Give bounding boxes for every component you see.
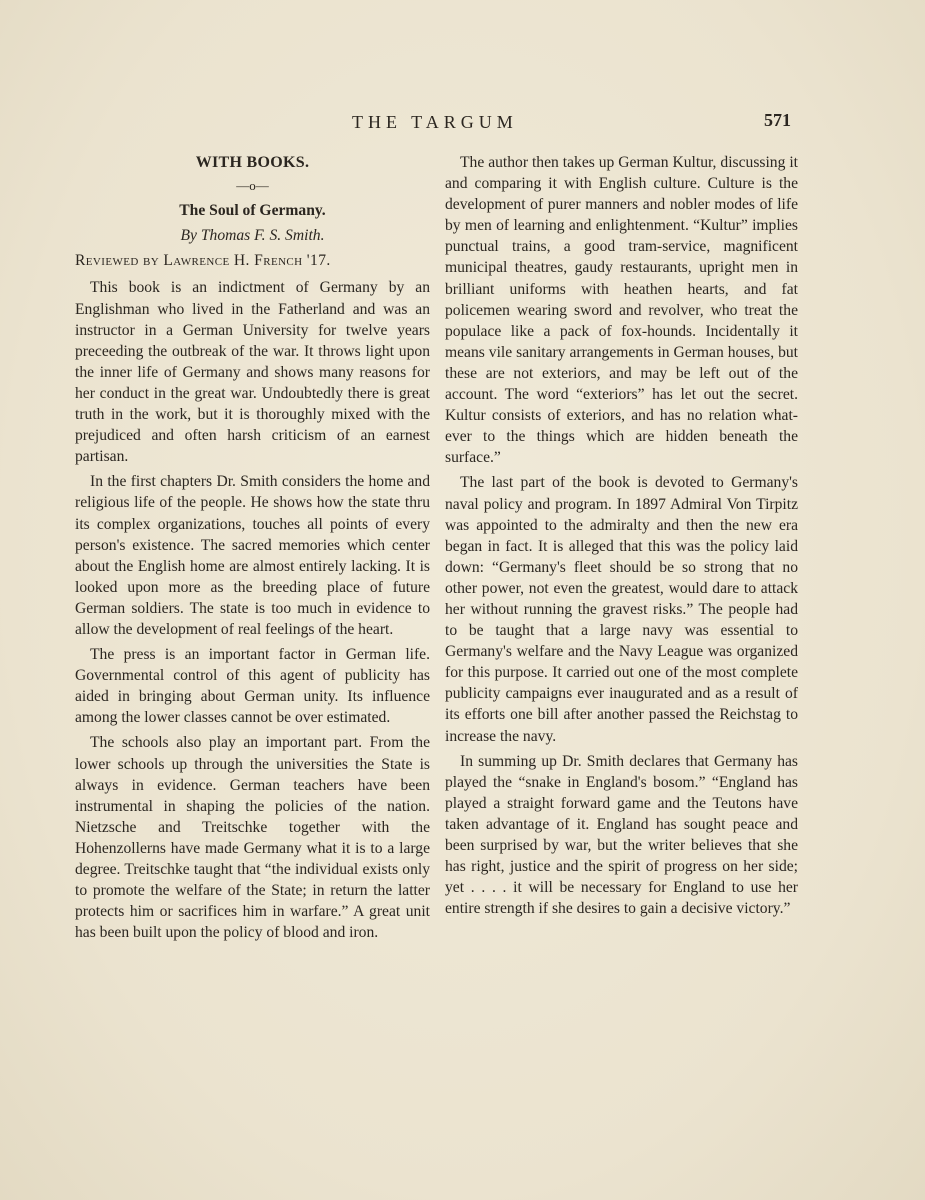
reviewer-line: Reviewed by Lawrence H. French '17. bbox=[75, 252, 331, 270]
paragraph: The press is an important factor in German life. Governmental control of this agent of publicity has aided in bringing about German unity. Its influence among the lower classes cannot be over estimated. bbox=[75, 646, 430, 727]
paragraph: The schools also play an important part. From the lower schools up through the universities the State is always in evidence. German teachers have been instrumental in shaping the policies of the nation. Nietzsche and Treitschke together with the Hohenzollerns have made Germany what it is to a large degree. Treitschke taught that “the individual exists only to promote the welfare of the State; in return the latter protects him or sacrifices him in warfare.” A great unit has been built upon the policy of blood and iron. bbox=[75, 734, 430, 942]
ornament-divider: —o— bbox=[236, 178, 269, 194]
book-title: The Soul of Germany. bbox=[179, 202, 326, 220]
running-head bbox=[0, 112, 925, 136]
page-number: 571 bbox=[764, 110, 791, 130]
paragraph: In summing up Dr. Smith declares that Germany has played the “snake in England's bosom.” “England has played a straight forward game and the Teutons have taken advantage of it. England has sought peace and been surprised by war, but the writer believes that she has right, justice and the spirit of progress on her side; yet . . . . it will be necessary for England to use her entire strength if she desires to gain a decisive victory.” bbox=[445, 752, 798, 918]
paragraph: This book is an indictment of Germany by an Englishman who lived in the Fatherland and was an instructor in a German University for twelve years preceeding the outbreak of the war. It throws light upon the inner life of Germany and shows many reasons for her conduct in the great war. Undoubtedly there is great truth in the work, but it is thoroughly mixed with the prejudiced and often harsh criticism of an earnest partisan. bbox=[75, 279, 430, 466]
section-title: WITH BOOKS. bbox=[195, 154, 310, 171]
paragraph: The author then takes up German Kultur, discussing it and comparing it with English culture. Culture is the development of purer manners and nobler modes of life by men of learning and enlightenment. “Kultur” implies punctual trains, a good tram-service, magnificent municipal theatres, gaudy restaurants, upright men in brilliant uniforms with heathen hearts, and fat policemen wearing sword and revolver, who treat the populace like a pack of fox-hounds. Incidentally it means vile sanitary arrangements in German houses, but these are not exteriors, and may be left out of the account. The word “exteriors” has let out the secret. Kultur consists of exteriors, and has no relation whatever to the things which are hidden beneath the surface.” bbox=[445, 154, 798, 467]
right-column bbox=[445, 152, 798, 919]
paragraph: The last part of the book is devoted to Germany's naval policy and program. In 1897 Admiral Von Tirpitz was appointed to the admiralty and then the new era began in fact. It is alleged that this was the policy laid down: “Germany's fleet should be so strong that no other power, not even the greatest, would dare to attack her without running the gravest risks.” The people had to be taught that a large navy was essential to Germany's welfare and the Navy League was organized for this purpose. It carried out one of the most complete publicity campaigns ever inaugurated and as a result of its efforts one bill after another passed the Reichstag to increase the navy. bbox=[445, 474, 798, 745]
left-column bbox=[75, 152, 430, 943]
paragraph: In the first chapters Dr. Smith considers the home and religious life of the people. He shows how the state thru its complex organizations, touches all points of every person's existence. The sacred memories which center about the English home are almost entirely lacking. It is looked upon more as the breeding place of future German soldiers. The state is too much in evidence to allow the development of real feelings of the heart. bbox=[75, 473, 430, 638]
author-byline: By Thomas F. S. Smith. bbox=[180, 227, 325, 245]
journal-title: THE TARGUM bbox=[352, 112, 518, 132]
